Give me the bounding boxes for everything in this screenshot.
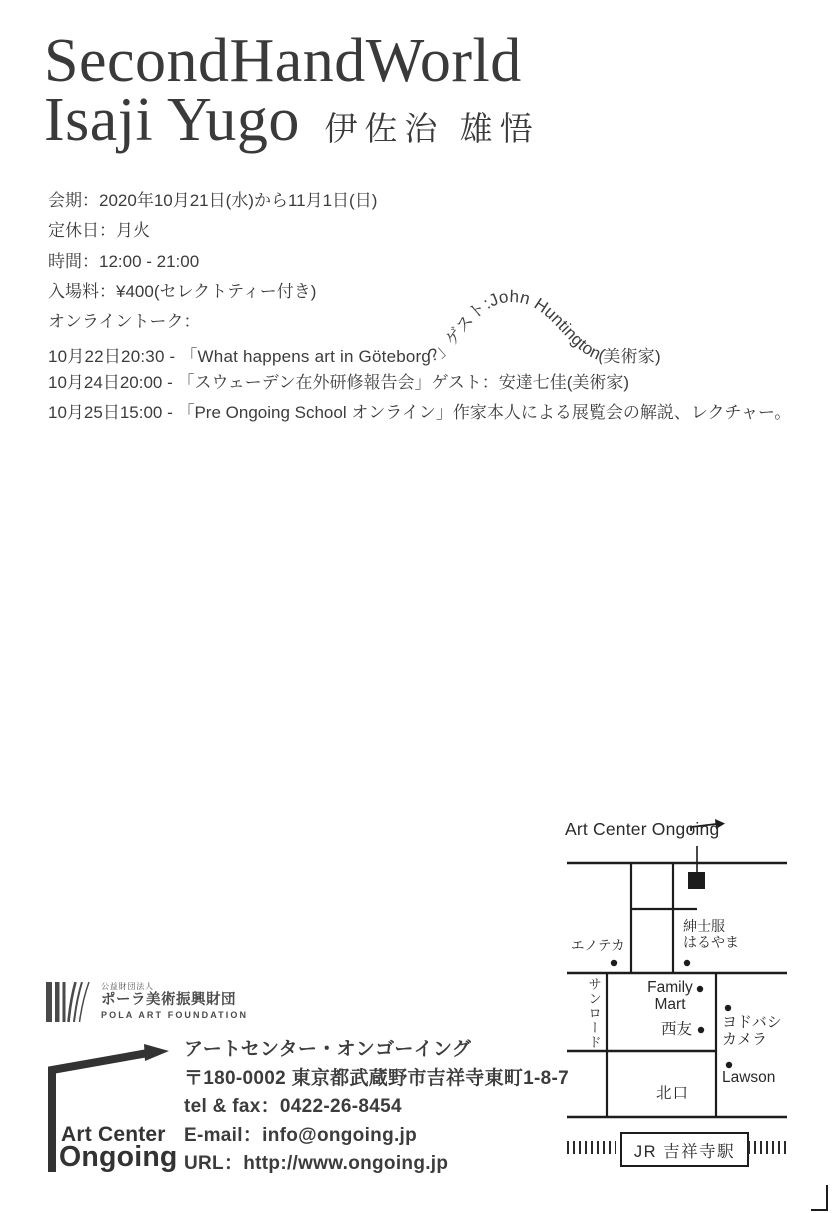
artist-name-en: Isaji Yugo — [44, 86, 300, 154]
artist-name-jp: 伊佐治 雄悟 — [324, 112, 540, 148]
svg-text:10月22日20:30 - 「What happens ar — [48, 287, 661, 366]
venue-url: URL：http://www.ongoing.jp — [184, 1153, 449, 1174]
pola-art-foundation-logo — [46, 982, 248, 1022]
exhibition-title: SecondHandWorld — [44, 27, 522, 95]
map-label-yodobashi-line1: ヨドバシ — [722, 1014, 782, 1031]
map-label-family-line1: Family — [647, 979, 693, 996]
talk-schedule — [48, 368, 791, 429]
talk-arc-text: 10月22日20:30 - 「What happens art in Göteborg?」ゲスト:John Huntington(美術家) — [48, 286, 661, 367]
seiyu-dot — [698, 1027, 704, 1033]
map-label-haruyama — [683, 919, 739, 950]
railway-hatch-right — [748, 1141, 786, 1154]
map-label-seiyu: 西友 — [661, 1021, 693, 1038]
map-label-sunroad: サンロード — [586, 977, 602, 1050]
talk-line-oct25: 10月25日15:00 - 「Pre Ongoing School オンライン」作家本人による展覧会の解説、レクチャー。 — [48, 403, 792, 423]
ongoing-logo-line2: Ongoing — [59, 1141, 178, 1173]
talk-line-arc — [40, 268, 835, 380]
enoteca-dot — [611, 960, 617, 966]
map-label-north-exit: 北口 — [656, 1085, 690, 1102]
info-hours: 時間：12:00 - 21:00 — [48, 251, 200, 271]
railway-hatch-left — [567, 1141, 616, 1154]
lawson-dot — [726, 1062, 732, 1068]
artist-name-line — [44, 86, 540, 154]
venue-name: アートセンター・オンゴーイング — [184, 1039, 472, 1060]
crop-mark-horizontal — [811, 1209, 828, 1211]
venue-tel: tel & fax：0422-26-8454 — [184, 1096, 402, 1117]
venue-address: 〒180-0002 東京都武蔵野市吉祥寺東町1-8-7 — [184, 1067, 570, 1089]
access-map — [553, 816, 798, 1176]
map-label-lawson: Lawson — [722, 1069, 776, 1086]
yodobashi-dot — [725, 1005, 731, 1011]
info-closed-days: 定休日：月火 — [48, 221, 150, 241]
pola-name-en: POLA ART FOUNDATION — [101, 1010, 249, 1020]
haruyama-dot — [684, 960, 690, 966]
map-label-haruyama-line2: はるやま — [683, 933, 739, 950]
station-box: JR 吉祥寺駅 — [620, 1132, 749, 1167]
pola-name-jp: ポーラ美術振興財団 — [101, 992, 236, 1008]
map-label-enoteca: エノテカ — [571, 938, 625, 953]
art-center-ongoing-logo — [44, 1042, 179, 1177]
map-label-haruyama-line1: 紳士服 — [683, 918, 725, 934]
talk-line-oct24: 10月24日20:00 - 「スウェーデン在外研修報告会」ゲスト：安達七佳(美術家) — [48, 373, 630, 392]
ongoing-logo-line1: Art Center — [61, 1123, 166, 1146]
info-dates: 会期：2020年10月21日(水)から11月1日(日) — [48, 191, 378, 210]
pola-logo-icon — [46, 982, 92, 1022]
map-label-yodobashi — [722, 1015, 782, 1049]
info-admission: 入場料：¥400(セレクトティー付き) — [48, 281, 317, 301]
map-title: Art Center Ongoing — [565, 819, 720, 839]
contact-info — [184, 1036, 569, 1179]
pola-logo-text — [101, 982, 248, 1021]
info-online-talk-heading: オンライントーク： — [48, 312, 201, 332]
crop-mark-vertical — [826, 1185, 828, 1211]
map-label-family-line2: Mart — [654, 996, 686, 1014]
venue-square-marker — [688, 872, 705, 889]
map-label-family-mart — [641, 979, 699, 1014]
venue-email: E-mail：info@ongoing.jp — [184, 1124, 418, 1146]
map-label-yodobashi-line2: カメラ — [722, 1030, 768, 1048]
pola-org-type: 公益財団法人 — [101, 982, 154, 991]
